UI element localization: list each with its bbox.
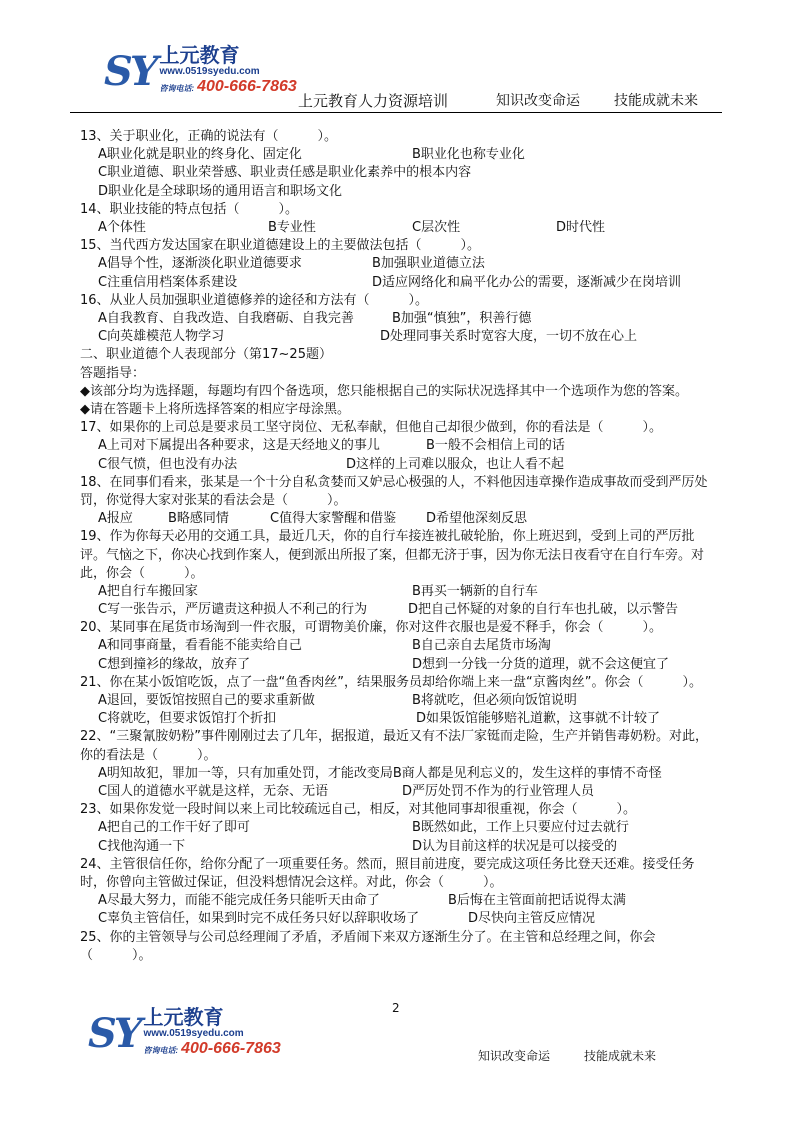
answer-option: D时代性	[556, 219, 606, 235]
question-text: 19、作为你每天必用的交通工具，最近几天，你的自行车接连被扎破轮胎，你上班迟到，受到上司的严厉批评。气恼之下，你决心找到作案人，便到派出所报了案，但都无济于事，因为你无法日夜看守在自行车旁。对此，你会（ ）。	[80, 529, 705, 581]
answer-option-row	[80, 183, 720, 201]
answer-option-row	[80, 456, 720, 474]
answer-option: D希望他深刻反思	[426, 511, 528, 527]
answer-option-row	[80, 692, 720, 710]
page-number: 2	[392, 1001, 400, 1015]
question-text: 24、主管很信任你，给你分配了一项重要任务。然而，照目前进度，要完成这项任务比登天还难。接受任务时，你曾向主管做过保证，但没料想情况会这样。对此，你会（ ）。	[80, 856, 695, 890]
answer-option-row	[80, 164, 720, 182]
question-text: ◆该部分均为选择题，每题均有四个备选项，您只能根据自己的实际状况选择其中一个选项作为您的答案。	[80, 383, 688, 399]
header-title: 上元教育人力资源培训	[298, 92, 449, 110]
question-text: 18、在同事们看来，张某是一个十分自私贪婪而又妒忌心极强的人，不料他因违章操作造成事故而受到严厉处罚，你觉得大家对张某的看法会是（ ）。	[80, 474, 708, 508]
question-text: 答题指导：	[80, 365, 146, 381]
footer-logo-phone: 400-666-7863	[181, 1040, 281, 1057]
answer-option: D尽快向主管反应情况	[468, 911, 596, 927]
answer-option: B职业化也称专业化	[412, 147, 525, 163]
answer-option: B专业性	[268, 219, 316, 235]
question-text: 二、职业道德个人表现部分（第17~25题）	[80, 347, 332, 363]
answer-option: A上司对下属提出各种要求，这是天经地义的事儿	[98, 438, 380, 454]
answer-option: C注重信用档案体系建设	[98, 274, 238, 290]
footer-logo-phone-row	[143, 1040, 280, 1060]
header-logo	[104, 44, 297, 98]
answer-option: C很气愤，但也没有办法	[98, 456, 238, 472]
question-text: 17、如果你的上司总是要求员工坚守岗位、无私奉献，但他自己却很少做到，你的看法是（ ）。	[80, 420, 663, 436]
answer-option: B后悔在主管面前把话说得太满	[448, 893, 626, 909]
question-text: 20、某同事在尾货市场淘到一件衣服，可谓物美价廉，你对这件衣服也是爱不释手，你会（ ）。	[80, 620, 663, 636]
answer-option: D如果饭馆能够赔礼道歉，这事就不计较了	[416, 711, 661, 727]
answer-option-row	[80, 710, 720, 728]
answer-option: D认为目前这样的状况是可以接受的	[412, 838, 618, 854]
answer-option: A自我教育、自我改造、自我磨砺、自我完善	[98, 310, 354, 326]
answer-option-row	[80, 146, 720, 164]
question-text: 14、职业技能的特点包括（ ）。	[80, 201, 299, 217]
answer-option-row	[80, 819, 720, 837]
question-text: 15、当代西方发达国家在职业道德建设上的主要做法包括（ ）。	[80, 238, 481, 254]
answer-option: B自己亲自去尾货市场淘	[412, 638, 551, 654]
answer-option: D适应网络化和扁平化办公的需要，逐渐减少在岗培训	[372, 274, 682, 290]
answer-option-row	[80, 437, 720, 455]
footer-logo	[88, 1006, 281, 1060]
question-text: 13、关于职业化，正确的说法有（ ）。	[80, 129, 338, 144]
answer-option: B既然如此，工作上只要应付过去就行	[412, 820, 629, 836]
answer-option: A倡导个性，逐渐淡化职业道德要求	[98, 256, 302, 272]
answer-option: A个体性	[98, 219, 146, 235]
answer-option: B将就吃，但必须向饭馆说明	[412, 693, 577, 709]
footer-slogan-2: 技能成就未来	[584, 1049, 657, 1063]
footer-logo-phone-label: 咨询电话:	[143, 1046, 179, 1055]
answer-option-row	[80, 255, 720, 273]
answer-option: D这样的上司难以服众，也让人看不起	[346, 456, 565, 472]
logo-url: www.0519syedu.com	[159, 66, 260, 77]
answer-option: A报应	[98, 511, 133, 527]
answer-option-row	[80, 328, 720, 346]
answer-option: A把自行车搬回家	[98, 583, 198, 599]
logo-phone-row	[159, 78, 296, 98]
answer-option: A把自己的工作干好了即可	[98, 820, 250, 836]
answer-option-row	[80, 783, 720, 801]
answer-option: C将就吃，但要求饭馆打个折扣	[98, 711, 277, 727]
document-body	[80, 128, 720, 965]
header-slogan-1: 知识改变命运	[496, 93, 580, 109]
footer-slogan-1: 知识改变命运	[478, 1049, 551, 1063]
answer-option-row	[80, 274, 720, 292]
answer-option: C职业道德、职业荣誉感、职业责任感是职业化素养中的根本内容	[98, 165, 472, 181]
answer-option: A明知故犯，罪加一等，只有加重处罚，才能改变局B商人都是见利忘义的，发生这样的事情不奇怪	[98, 765, 662, 781]
header-divider	[70, 112, 722, 113]
answer-option: D想到一分钱一分货的道理，就不会这便宜了	[412, 656, 670, 672]
answer-option: A职业化就是职业的终身化、固定化	[98, 147, 302, 163]
answer-option: D把自己怀疑的对象的自行车也扎破，以示警告	[408, 602, 679, 618]
answer-option-row	[80, 583, 720, 601]
answer-option: D处理同事关系时宽容大度，一切不放在心上	[380, 329, 638, 345]
question-text: 23、如果你发觉一段时间以来上司比较疏远自己，相反，对其他同事却很重视，你会（ ）。	[80, 802, 637, 818]
answer-option: C写一张告示，严厉谴责这种损人不利己的行为	[98, 602, 368, 618]
answer-option: C辜负主管信任，如果到时完不成任务只好以辞职收场了	[98, 911, 420, 927]
answer-option: C找他沟通一下	[98, 838, 186, 854]
answer-option: A尽最大努力，而能不能完成任务只能听天由命了	[98, 893, 380, 909]
question-text: 21、你在某小饭馆吃饭，点了一盘“鱼香肉丝”，结果服务员却给你端上来一盘“京酱肉丝”。你会（ ）。	[80, 674, 702, 690]
logo-mark: SY	[104, 47, 156, 95]
answer-option: B略感同情	[168, 511, 229, 527]
answer-option-row	[80, 510, 720, 528]
answer-option-row	[80, 656, 720, 674]
logo-phone: 400-666-7863	[197, 78, 297, 95]
footer-logo-name: 上元教育	[143, 1005, 224, 1029]
question-text: 16、从业人员加强职业道德修养的途径和方法有（ ）。	[80, 292, 429, 308]
answer-option-row	[80, 310, 720, 328]
answer-option: C向英雄模范人物学习	[98, 329, 225, 345]
answer-option: B加强“慎独”，积善行德	[392, 310, 532, 326]
answer-option: A退回，要饭馆按照自己的要求重新做	[98, 693, 315, 709]
answer-option-row	[80, 601, 720, 619]
answer-option: D职业化是全球职场的通用语言和职场文化	[98, 183, 343, 199]
answer-option: B一般不会相信上司的话	[426, 438, 565, 454]
logo-name: 上元教育	[159, 43, 240, 67]
header-slogan-2: 技能成就未来	[614, 93, 698, 109]
footer-logo-url: www.0519syedu.com	[143, 1028, 244, 1039]
question-text: ◆请在答题卡上将所选择答案的相应字母涂黑。	[80, 401, 350, 417]
answer-option-row	[80, 892, 720, 910]
question-text: 25、你的主管领导与公司总经理闹了矛盾，矛盾闹下来双方逐渐生分了。在主管和总经理之间，你会（ ）。	[80, 929, 656, 963]
answer-option: C国人的道德水平就是这样，无奈、无语	[98, 784, 329, 800]
answer-option: B再买一辆新的自行车	[412, 583, 538, 599]
answer-option-row	[80, 765, 720, 783]
answer-option-row	[80, 910, 720, 928]
answer-option: D严厉处罚不作为的行业管理人员	[402, 784, 595, 800]
answer-option-row	[80, 219, 720, 237]
answer-option-row	[80, 838, 720, 856]
footer-logo-mark: SY	[88, 1009, 140, 1057]
answer-option: C层次性	[412, 219, 461, 235]
question-text: 22、“三聚氰胺奶粉”事件刚刚过去了几年，据报道，最近又有不法厂家铤而走险，生产并销售毒奶粉。对此，你的看法是（ ）。	[80, 729, 709, 763]
logo-phone-label: 咨询电话:	[159, 84, 195, 93]
answer-option: A和同事商量，看看能不能卖给自己	[98, 638, 302, 654]
answer-option: B加强职业道德立法	[372, 256, 485, 272]
answer-option-row	[80, 637, 720, 655]
answer-option: C想到撞衫的缘故，放弃了	[98, 656, 251, 672]
answer-option: C值得大家警醒和借鉴	[270, 511, 397, 527]
